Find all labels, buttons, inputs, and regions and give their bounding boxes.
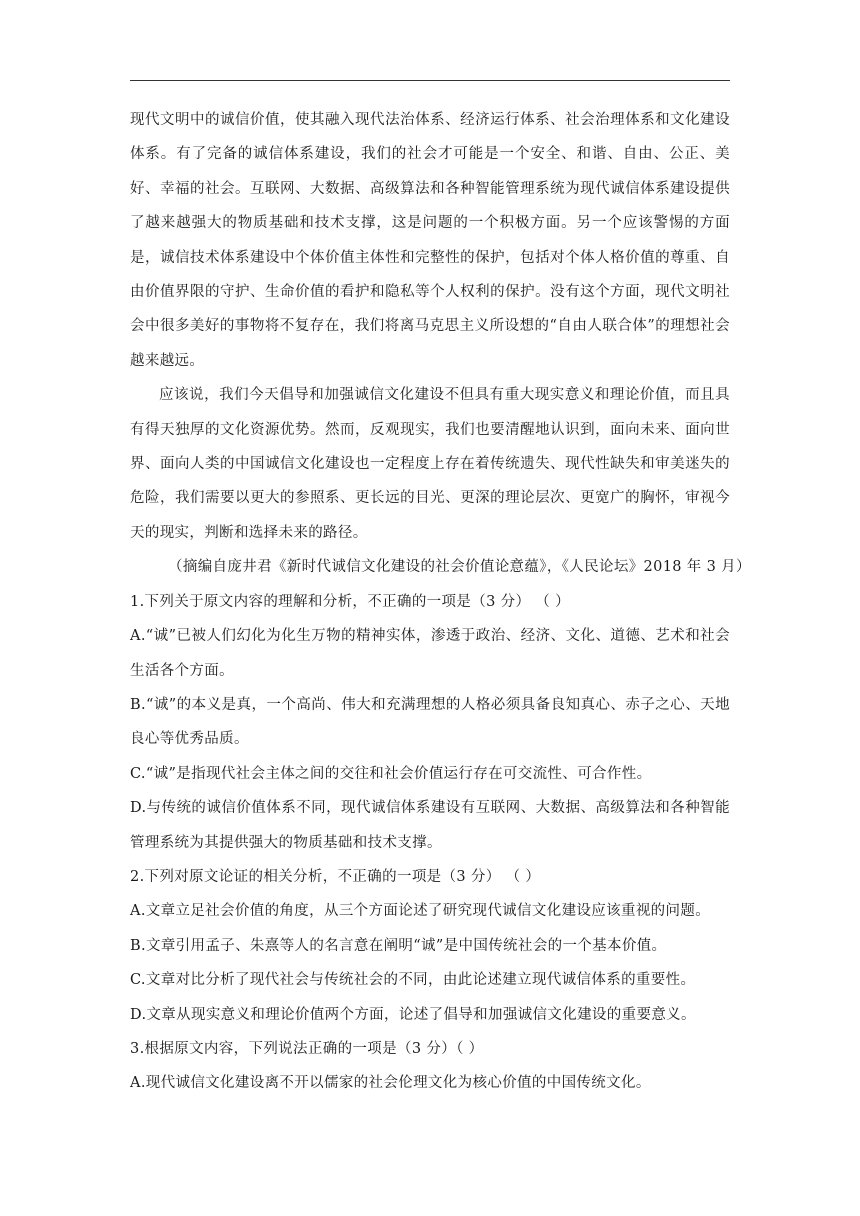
document-body	[130, 103, 751, 1101]
option-d: D.文章从现实意义和理论价值两个方面，论述了倡导和加强诚信文化建设的重要意义。	[130, 1006, 696, 1023]
option-d: D.与传统的诚信价值体系不同，现代诚信体系建设有互联网、大数据、高级算法和各种智能管理系统为其提供强大的物质基础和技术支撑。	[130, 800, 730, 851]
option-a: A.现代诚信文化建设离不开以儒家的社会伦理文化为核心价值的中国传统文化。	[130, 1075, 651, 1092]
passage-paragraph-2: 应该说，我们今天倡导和加强诚信文化建设不但具有重大现实意义和理论价值，而且具有得天独厚的文化资源优势。然而，反观现实，我们也要清醒地认识到，面向未来、面向世界、面向人类的中国诚信文化建设也一定程度上存在着传统遗失、现代性缺失和审美迷失的危险，我们需要以更大的参照系、更长远的目光、更深的理论层次、更宽广的胸怀，审视今天的现实，判断和选择未来的路径。	[130, 387, 730, 541]
option-a: A.“诚”已被人们幻化为化生万物的精神实体，渗透于政治、经济、文化、道德、艺术和社会生活各个方面。	[130, 628, 730, 679]
passage-paragraph-1: 现代文明中的诚信价值，使其融入现代法治体系、经济运行体系、社会治理体系和文化建设体系。有了完备的诚信体系建设，我们的社会才可能是一个安全、和谐、自由、公正、美好、幸福的社会。互联网、大数据、高级算法和各种智能管理系统为现代诚信体系建设提供了越来越强大的物质基础和技术支撑，这是问题的一个积极方面。另一个应该警惕的方面是，诚信技术体系建设中个体价值主体性和完整性的保护，包括对个体人格价值的尊重、自由价值界限的守护、生命价值的看护和隐私等个人权利的保护。没有这个方面，现代文明社会中很多美好的事物将不复存在，我们将离马克思主义所设想的“自由人联合体”的理想社会越来越远。	[130, 112, 730, 369]
option-b: B.“诚”的本义是真，一个高尚、伟大和充满理想的人格必须具备良知真心、赤子之心、天地良心等优秀品质。	[130, 696, 730, 748]
question-stem: 3.根据原文内容，下列说法正确的一项是（3 分）（ ）	[130, 1040, 484, 1057]
option-c: C.文章对比分析了现代社会与传统社会的不同，由此论述建立现代诚信体系的重要性。	[130, 972, 696, 989]
question-2	[130, 860, 730, 1032]
header-rule	[130, 80, 730, 81]
source-citation: （摘编自庞井君《新时代诚信文化建设的社会价值论意蕴》，《人民论坛》2018 年 3 月）	[168, 559, 751, 576]
question-stem: 1.下列关于原文内容的理解和分析，不正确的一项是（3 分） （ ）	[130, 593, 570, 610]
option-c: C.“诚”是指现代社会主体之间的交往和社会价值运行存在可交流性、可合作性。	[130, 765, 652, 782]
question-1	[130, 585, 730, 860]
question-stem: 2.下列对原文论证的相关分析，不正确的一项是（3 分） （ ）	[130, 868, 541, 885]
option-b: B.文章引用孟子、朱熹等人的名言意在阐明“诚”是中国传统社会的一个基本价值。	[130, 937, 667, 954]
question-3	[130, 1032, 730, 1101]
option-a: A.文章立足社会价值的角度，从三个方面论述了研究现代诚信文化建设应该重视的问题。	[130, 903, 711, 920]
